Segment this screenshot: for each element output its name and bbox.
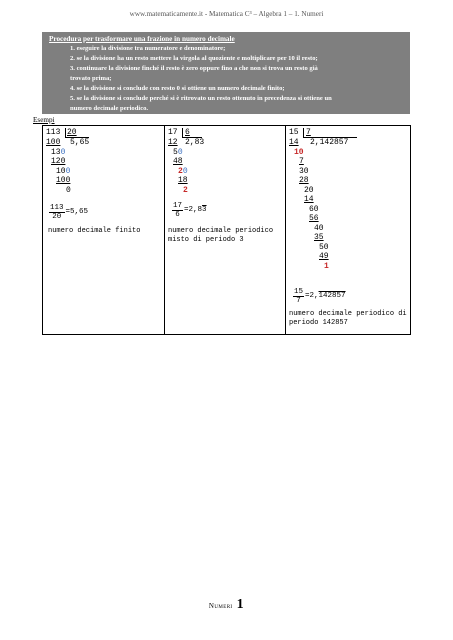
product: 14 [289, 138, 299, 147]
dividend: 113 [46, 128, 61, 137]
remainder: 20 [178, 166, 188, 176]
procedure-step: numero decimale periodico. [70, 105, 149, 112]
product: 120 [51, 157, 66, 166]
product: 35 [314, 233, 324, 242]
page-number: 1 [236, 597, 245, 612]
quotient: 5,65 [70, 138, 90, 147]
remainder: 10 [294, 147, 304, 157]
remainder: 100 [56, 166, 71, 176]
product: 18 [178, 176, 188, 185]
product: 49 [319, 252, 329, 261]
procedure-step: trovato prima; [70, 75, 112, 82]
examples-table [42, 125, 411, 335]
procedure-step: 1. eseguire la divisione tra numeratore e denominatore; [70, 45, 226, 52]
remainder: 50 [173, 147, 183, 157]
product: 48 [173, 157, 183, 166]
quotient: 2,83 [185, 138, 205, 147]
description: numero decimale periodico di periodo 142857 [289, 310, 407, 327]
remainder: 30 [299, 166, 309, 176]
example-cell [43, 126, 165, 335]
remainder: 40 [314, 223, 324, 233]
product: 12 [168, 138, 178, 147]
division-15-7 [286, 126, 410, 334]
product: 28 [299, 176, 309, 185]
page-header: www.matematicamente.it - Matematica C³ – Algebra 1 – 1. Numeri [129, 10, 324, 18]
divisor: 6 [185, 128, 190, 137]
fraction-result: $\frac{113}{20}$ =5,65 [50, 204, 89, 221]
example-cell [286, 126, 411, 335]
procedure-step: 5. se la divisione si conclude perché si è ritrovato un resto ottenuto in precedenza si ottiene un [70, 95, 332, 102]
example-cell [165, 126, 286, 335]
remainder: 0 [66, 185, 71, 195]
divisor: 7 [306, 128, 311, 137]
dividend: 15 [289, 128, 299, 137]
fraction-result: $\frac{17}{6}$ =2,8 3 [173, 202, 207, 219]
procedure-step: 4. se la divisione si conclude con resto 0 si ottiene un numero decimale finito; [70, 85, 285, 92]
description: numero decimale periodico misto di periodo 3 [168, 227, 274, 244]
examples-label: Esempi [33, 116, 55, 124]
product: 100 [46, 138, 61, 147]
fraction-result: $\frac{15}{7}$ =2, 142857 [294, 288, 346, 305]
procedure-step: 3. continuare la divisione finché il resto è zero oppure fino a che non si trova un resto già [70, 65, 318, 72]
remainder: 50 [319, 242, 329, 252]
quotient: 2,142857 [310, 138, 349, 147]
remainder: 2 [183, 185, 188, 195]
procedure-box [42, 32, 410, 114]
remainder: 60 [309, 204, 319, 214]
division-17-6 [165, 126, 285, 334]
divisor: 20 [67, 128, 77, 137]
description: numero decimale finito [48, 227, 141, 235]
procedure-step: 2. se la divisione ha un resto mettere la virgola al quoziente e moltiplicare per 10 il resto; [70, 55, 318, 62]
page-footer [0, 597, 453, 613]
dividend: 17 [168, 128, 178, 137]
product: 56 [309, 214, 319, 223]
remainder: 1 [324, 261, 329, 271]
remainder: 20 [304, 185, 314, 195]
product: 14 [304, 195, 314, 204]
footer-label: Numeri [208, 602, 233, 610]
product: 100 [56, 176, 71, 185]
division-113-20 [43, 126, 164, 334]
remainder: 130 [51, 147, 66, 157]
procedure-title: Procedura per trasformare una frazione in numero decimale [49, 35, 235, 43]
product: 7 [299, 157, 304, 166]
